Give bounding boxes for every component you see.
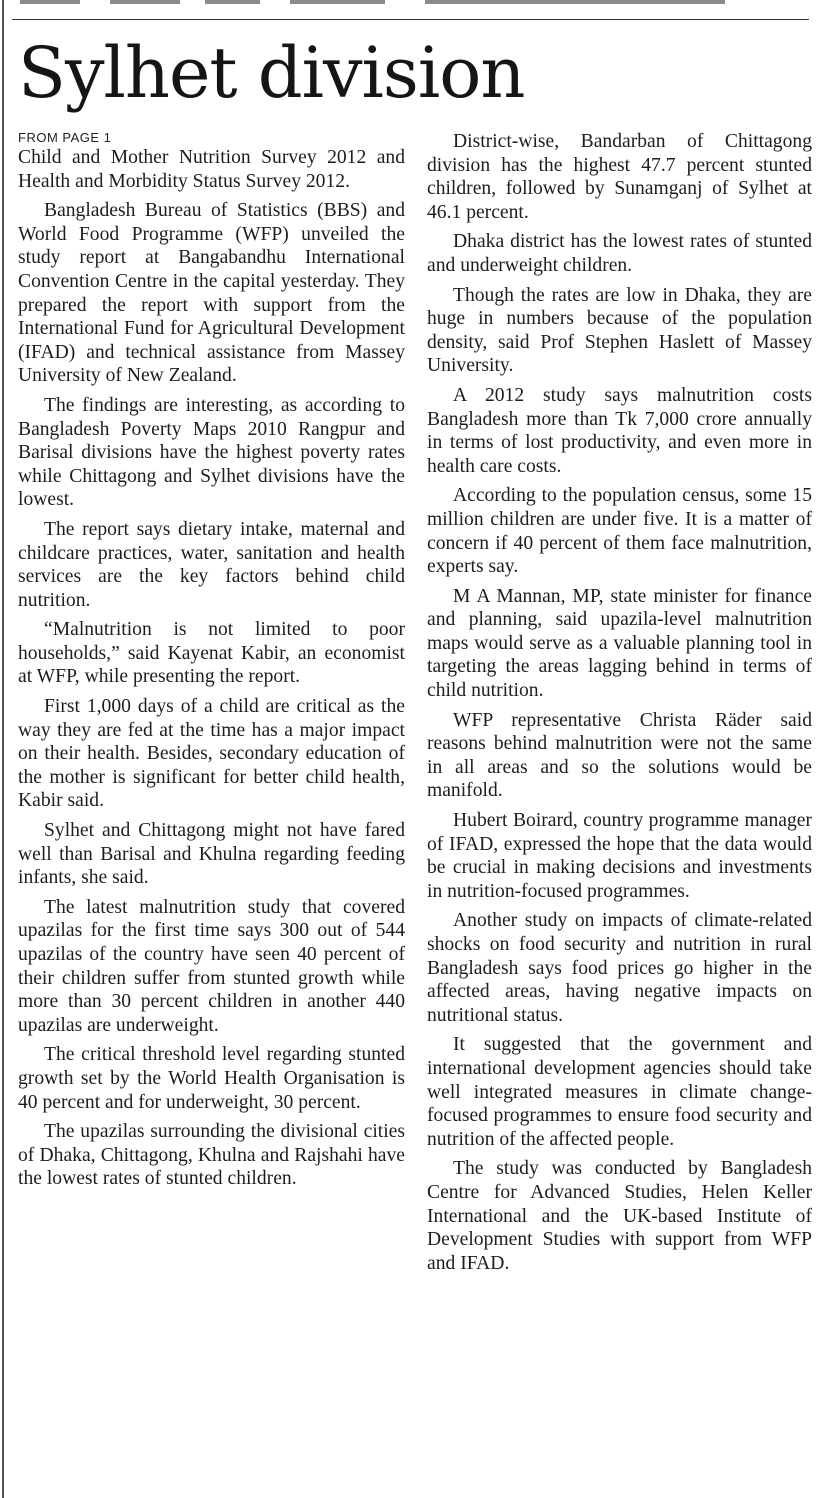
headline: Sylhet division xyxy=(18,32,525,114)
paragraph: The upazilas surrounding the divisional cities of Dhaka, Chittagong, Khulna and Rajshahi have the lowest rates of stunted children. xyxy=(18,1121,405,1190)
paragraph: According to the population census, some 15 million children are under five. It is a matter of concern if 40 percent of them face malnutrition, experts say. xyxy=(427,485,812,578)
cropped-header-strip xyxy=(0,0,823,6)
continuation-kicker: FROM PAGE 1 xyxy=(18,130,112,145)
paragraph: It suggested that the government and international development agencies should take well integrated measures in climate change-focused programmes to ensure food security and nutrition of the affected people. xyxy=(427,1034,812,1150)
paragraph: Dhaka district has the lowest rates of stunted and underweight children. xyxy=(427,231,812,276)
paragraph: Though the rates are low in Dhaka, they are huge in numbers because of the population density, said Prof Stephen Haslett of Massey University. xyxy=(427,284,812,377)
paragraph: “Malnutrition is not limited to poor households,” said Kayenat Kabir, an economist at WFP, while presenting the report. xyxy=(18,619,405,688)
paragraph: Another study on impacts of climate-related shocks on food security and nutrition in rural Bangladesh says food prices go higher in the affected areas, having negative impacts on nutritional status. xyxy=(427,910,812,1026)
paragraph: The critical threshold level regarding stunted growth set by the World Health Organisation is 40 percent and for underweight, 30 percent. xyxy=(18,1044,405,1113)
paragraph: First 1,000 days of a child are critical as the way they are fed at the time has a major impact on their health. Besides, secondary education of the mother is significant for better child health, Kabir said. xyxy=(18,696,405,812)
paragraph: Bangladesh Bureau of Statistics (BBS) and World Food Programme (WFP) unveiled the study report at Bangabandhu International Convention Centre in the capital yesterday. They prepared the report with support from the International Fund for Agricultural Development (IFAD) and technical assistance from Massey University of New Zealand. xyxy=(18,200,405,387)
paragraph: M A Mannan, MP, state minister for finance and planning, said upazila-level malnutrition maps would serve as a valuable planning tool in targeting the areas lagging behind in terms of child nutrition. xyxy=(427,585,812,702)
page-edge-rule xyxy=(2,0,4,1498)
paragraph: The findings are interesting, as according to Bangladesh Poverty Maps 2010 Rangpur and Barisal divisions have the highest poverty rates while Chittagong and Sylhet divisions have the lowest. xyxy=(18,394,405,511)
paragraph: A 2012 study says malnutrition costs Bangladesh more than Tk 7,000 crore annually in terms of lost productivity, and even more in health care costs. xyxy=(427,384,812,477)
paragraph: The report says dietary intake, maternal and childcare practices, water, sanitation and health services are the key factors behind child nutrition. xyxy=(18,518,405,611)
paragraph: District-wise, Bandarban of Chittagong division has the highest 47.7 percent stunted children, followed by Sunamganj of Sylhet at 46.1 percent. xyxy=(427,131,812,223)
header-divider xyxy=(12,19,809,20)
paragraph: The study was conducted by Bangladesh Centre for Advanced Studies, Helen Keller International and the UK-based Institute of Development Studies with support from WFP and IFAD. xyxy=(427,1158,812,1274)
article-column-left xyxy=(18,130,405,1197)
paragraph: The latest malnutrition study that covered upazilas for the first time says 300 out of 544 upazilas of the country have seen 40 percent of their children suffer from stunted growth while more than 30 percent children in another 440 upazilas are underweight. xyxy=(18,896,405,1036)
paragraph: Sylhet and Chittagong might not have fared well than Barisal and Khulna regarding feeding infants, she said. xyxy=(18,820,405,889)
paragraph: Child and Mother Nutrition Survey 2012 and Health and Morbidity Status Survey 2012. xyxy=(18,147,405,192)
article-column-right xyxy=(427,130,812,1281)
paragraph: WFP representative Christa Räder said reasons behind malnutrition were not the same in all areas and so the solutions would be manifold. xyxy=(427,709,812,802)
paragraph: Hubert Boirard, country programme manager of IFAD, expressed the hope that the data would be crucial in making decisions and investments in nutrition-focused programmes. xyxy=(427,810,812,902)
